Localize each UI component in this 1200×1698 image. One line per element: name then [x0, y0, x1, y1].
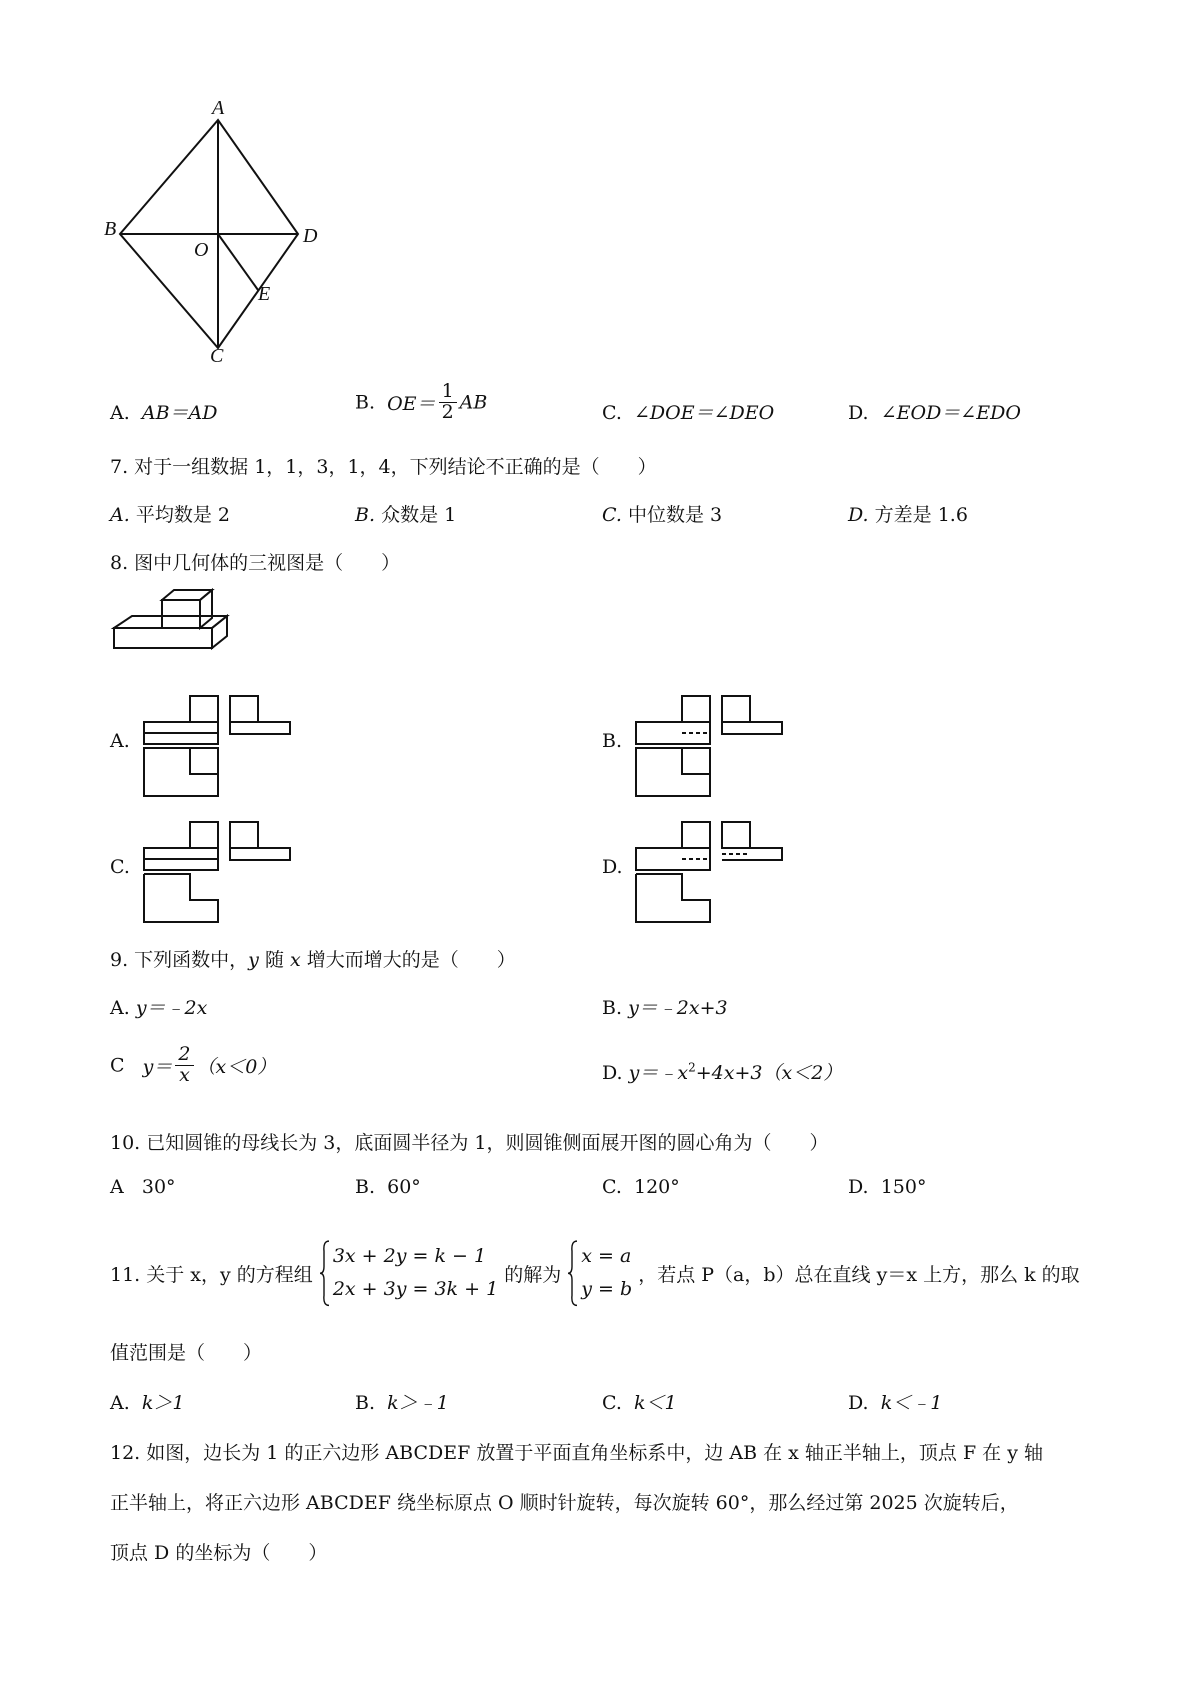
- q7-option-d: D. 方差是 1.6: [848, 504, 968, 526]
- q8-option-d: D.: [602, 856, 623, 878]
- q8-views-c: [144, 818, 304, 928]
- label-e: E: [258, 283, 271, 305]
- q7-option-a: A. 平均数是 2: [110, 504, 230, 526]
- q8-option-c: C.: [110, 856, 130, 878]
- solution-system: x = a y = b: [567, 1240, 632, 1307]
- q10-option-d: D. 150°: [848, 1176, 927, 1198]
- left-brace-icon: [567, 1240, 579, 1307]
- fraction-one-half: $\frac{1}{2}$: [439, 382, 457, 423]
- q11-stem: 11. 关于 x，y 的方程组 3x + 2y = k − 1 2x + 3y = 3k + 1 的解为 x = a y = b ，若点 P（a，b）总在直线 y＝x 上方，那么 k 的取: [110, 1240, 1080, 1307]
- q9-stem: 9. 下列函数中，y 随 x 增大而增大的是（ ）: [110, 949, 516, 971]
- rhombus-figure: [100, 97, 340, 367]
- q6-option-d: D. ∠EOD＝∠EDO: [848, 402, 1021, 424]
- q11-option-c: C. k＜1: [602, 1392, 677, 1414]
- q12-line1: 12. 如图，边长为 1 的正六边形 ABCDEF 放置于平面直角坐标系中，边 AB 在 x 轴正半轴上，顶点 F 在 y 轴: [110, 1442, 1043, 1464]
- left-brace-icon: [319, 1240, 331, 1307]
- q12-line2: 正半轴上，将正六边形 ABCDEF 绕坐标原点 O 顺时针旋转，每次旋转 60°，那么经过第 2025 次旋转后，: [110, 1492, 1019, 1514]
- label-o: O: [194, 239, 209, 261]
- q7-stem: 7. 对于一组数据 1，1，3，1，4，下列结论不正确的是（ ）: [110, 456, 657, 478]
- q6-option-c: C. ∠DOE＝∠DEO: [602, 402, 775, 424]
- q7-option-b: B. 众数是 1: [355, 504, 457, 526]
- equation-system: 3x + 2y = k − 1 2x + 3y = 3k + 1: [319, 1240, 498, 1307]
- fraction-two-over-x: $\frac{2}{x}$: [175, 1045, 193, 1086]
- q8-option-b: B.: [602, 730, 623, 752]
- label-b: B: [104, 218, 117, 240]
- q10-stem: 10. 已知圆锥的母线长为 3，底面圆半径为 1，则圆锥侧面展开图的圆心角为（ ）: [110, 1132, 829, 1154]
- q8-views-a: [144, 692, 304, 802]
- solid-figure: [112, 588, 242, 678]
- q11-option-b: B. k＞﹣1: [355, 1392, 449, 1414]
- q7-option-c: C. 中位数是 3: [602, 504, 723, 526]
- q12-line3: 顶点 D 的坐标为（ ）: [110, 1542, 328, 1564]
- label-d: D: [303, 225, 318, 247]
- q8-option-a: A.: [110, 730, 130, 752]
- q8-views-d: [636, 818, 796, 928]
- q9-option-c: C y＝ $\frac{2}{x}$ （x＜0）: [110, 1043, 277, 1086]
- q8-stem: 8. 图中几何体的三视图是（ ）: [110, 552, 401, 574]
- q11-stem-line2: 值范围是（ ）: [110, 1342, 263, 1364]
- q10-option-a: A 30°: [110, 1176, 176, 1198]
- q10-option-b: B. 60°: [355, 1176, 421, 1198]
- q6-option-a: A. AB＝AD: [110, 402, 218, 424]
- q6-option-b: B. OE＝ $\frac{1}{2}$ AB: [355, 380, 488, 423]
- q9-option-a: A. y＝﹣2x: [110, 997, 208, 1019]
- q8-views-b: [636, 692, 796, 802]
- q11-option-d: D. k＜﹣1: [848, 1392, 943, 1414]
- segment-oe: [218, 234, 258, 290]
- q11-option-a: A. k＞1: [110, 1392, 185, 1414]
- q10-option-c: C. 120°: [602, 1176, 680, 1198]
- label-a: A: [212, 97, 225, 119]
- q9-option-b: B. y＝﹣2x+3: [602, 997, 728, 1019]
- q9-option-d: D. $y=﹣x^2+4x+3(x<2)$: [602, 1060, 843, 1084]
- label-c: C: [210, 345, 224, 367]
